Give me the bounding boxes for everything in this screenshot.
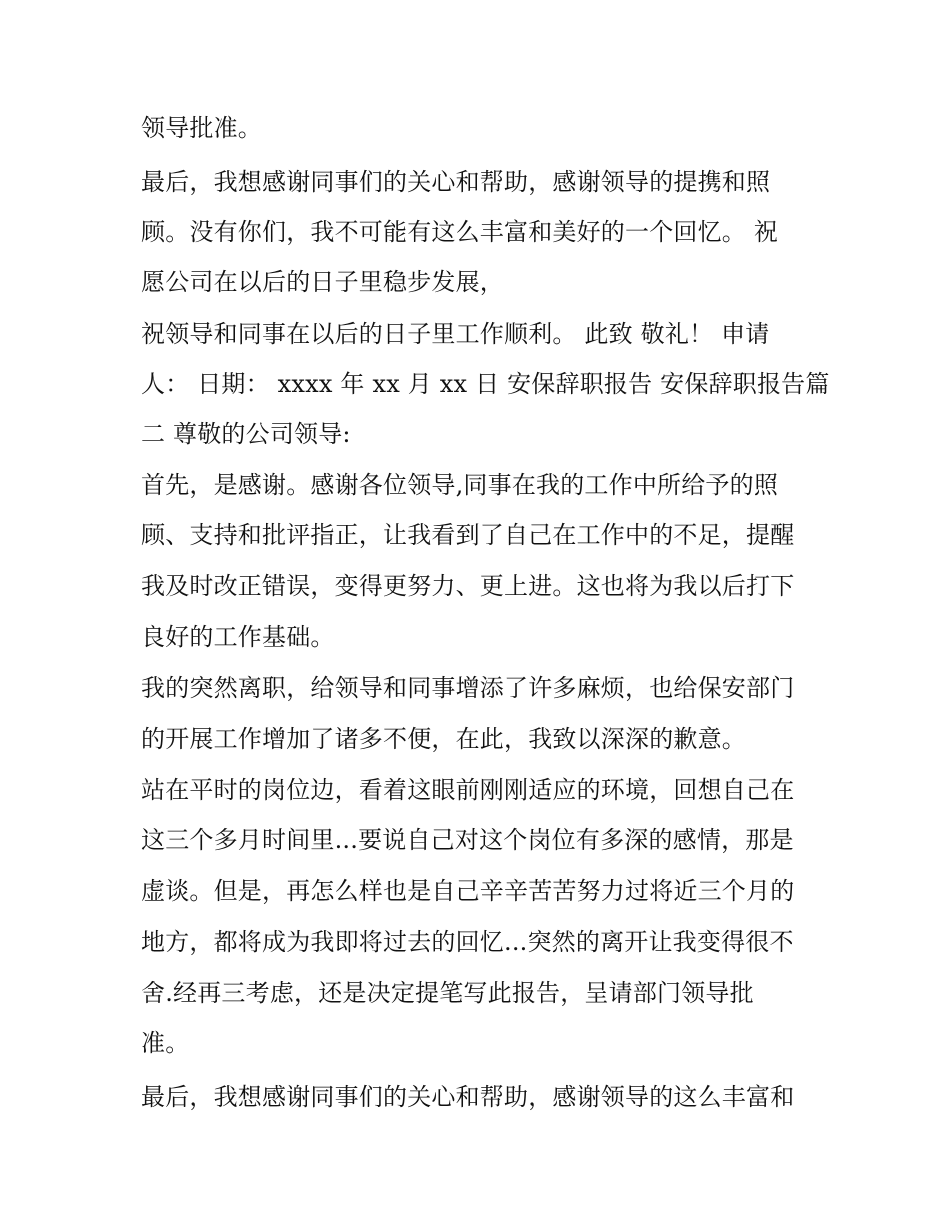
- text-line: 地方，都将成为我即将过去的回忆...突然的离开让我变得很不: [141, 928, 794, 956]
- text-line: 站在平时的岗位边，看着这眼前刚刚适应的环境，回想自己在: [141, 776, 795, 804]
- text-line: 顾。没有你们，我不可能有这么丰富和美好的一个回忆。 祝: [141, 218, 779, 246]
- text-line: 准。: [141, 1029, 190, 1057]
- text-line: 最后，我想感谢同事们的关心和帮助，感谢领导的提携和照: [141, 168, 771, 196]
- text-line: 领导批准。: [141, 114, 262, 142]
- text-line: 二 尊敬的公司领导:: [141, 420, 351, 448]
- text-line: 人： 日期： xxxx 年 xx 月 xx 日 安保辞职报告 安保辞职报告篇: [141, 370, 830, 398]
- text-line: 我的突然离职，给领导和同事增添了许多麻烦，也给保安部门: [141, 674, 795, 702]
- text-line: 良好的工作基础。: [141, 623, 335, 651]
- text-line: 首先，是感谢。感谢各位领导,同事在我的工作中所给予的照: [141, 471, 779, 499]
- text-line: 舍.经再三考虑，还是决定提笔写此报告，呈请部门领导批: [141, 979, 754, 1007]
- text-line: 虚谈。但是，再怎么样也是自己辛辛苦苦努力过将近三个月的: [141, 877, 795, 905]
- text-line: 祝领导和同事在以后的日子里工作顺利。 此致 敬礼！ 申请: [141, 320, 770, 348]
- text-line: 我及时改正错误，变得更努力、更上进。这也将为我以后打下: [141, 572, 795, 600]
- text-line: 最后，我想感谢同事们的关心和帮助，感谢领导的这么丰富和: [141, 1083, 795, 1111]
- text-line: 愿公司在以后的日子里稳步发展，: [141, 268, 504, 296]
- text-line: 这三个多月时间里...要说自己对这个岗位有多深的感情，那是: [141, 826, 794, 854]
- text-line: 顾、支持和批评指正，让我看到了自己在工作中的不足，提醒: [141, 521, 795, 549]
- text-line: 的开展工作增加了诸多不便，在此，我致以深深的歉意。: [141, 725, 746, 753]
